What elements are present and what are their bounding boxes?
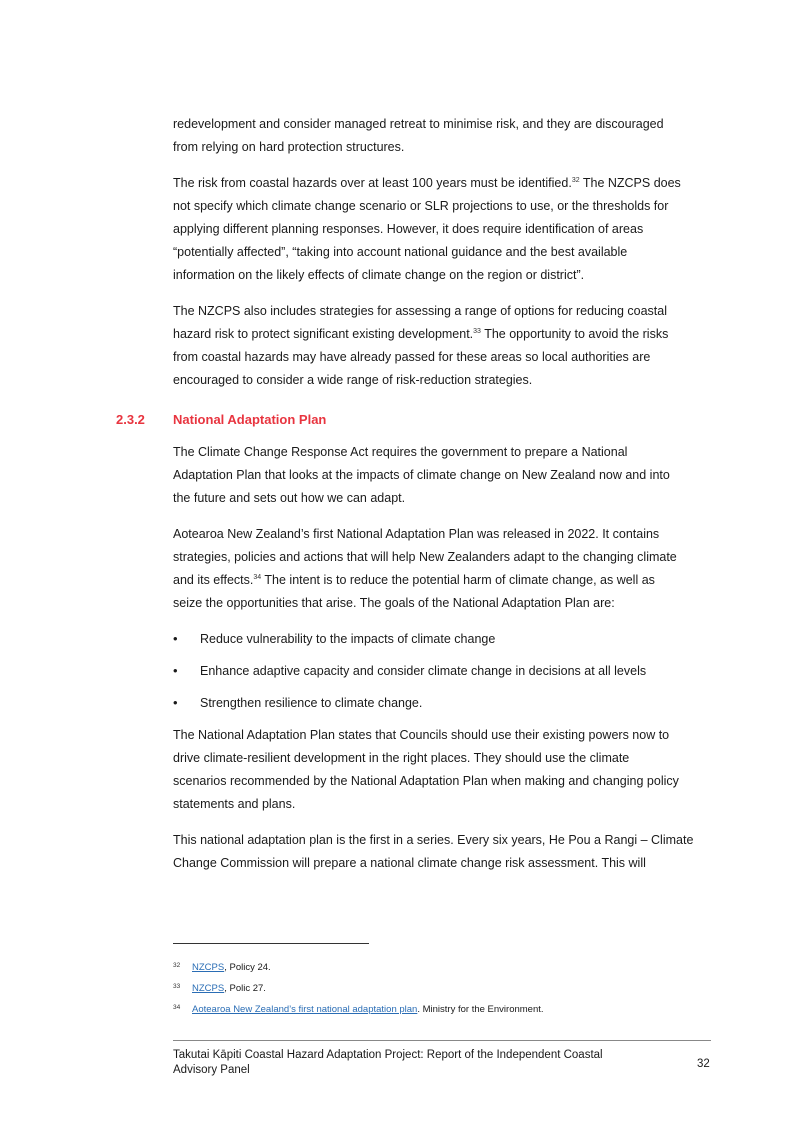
text-line: “potentially affected”, “taking into account national guidance and the best available xyxy=(173,245,628,259)
footer-title-line: Takutai Kāpiti Coastal Hazard Adaptation Project: Report of the Independent Coastal xyxy=(173,1049,603,1061)
text-line: The NZCPS also includes strategies for assessing a range of options for reducing coastal xyxy=(173,304,668,318)
text-line: strategies, policies and actions that will help New Zealanders adapt to the changing climate xyxy=(173,550,677,564)
text-line: encouraged to consider a wide range of risk-reduction strategies. xyxy=(173,373,533,387)
footnote-link[interactable]: Aotearoa New Zealand’s first national adaptation plan xyxy=(192,1004,418,1015)
text-line xyxy=(173,326,668,342)
text-line: from relying on hard protection structures. xyxy=(173,140,405,154)
footnote-ref[interactable]: 32 xyxy=(571,177,580,184)
text-line: statements and plans. xyxy=(173,797,296,811)
text-line: redevelopment and consider managed retreat to minimise risk, and they are discouraged xyxy=(173,117,664,131)
footer-title-line: Advisory Panel xyxy=(173,1064,250,1076)
bullet-icon: • xyxy=(173,663,178,678)
bullet-icon: • xyxy=(173,695,178,710)
text-span: The opportunity to avoid the risks xyxy=(480,327,669,341)
list-item: Enhance adaptive capacity and consider climate change in decisions at all levels xyxy=(200,664,647,678)
text-span: hazard risk to protect significant existing development. xyxy=(173,327,474,341)
text-line: Change Commission will prepare a national climate change risk assessment. This will xyxy=(173,856,646,870)
text-line xyxy=(173,572,655,588)
footnote-divider xyxy=(173,943,369,944)
footnote-text: , Policy 24. xyxy=(224,962,271,973)
text-span: and its effects. xyxy=(173,573,254,587)
text-line: from coastal hazards may have already passed for these areas so local authorities are xyxy=(173,350,651,364)
text-line: not specify which climate change scenario or SLR projections to use, or the thresholds for xyxy=(173,199,669,213)
list-item: Reduce vulnerability to the impacts of climate change xyxy=(200,632,496,646)
text-line: drive climate-resilient development in the right places. They should use the climate xyxy=(173,751,630,765)
page-number: 32 xyxy=(697,1058,710,1070)
text-line: information on the likely effects of climate change on the region or district”. xyxy=(173,268,585,282)
footnote-text: . Ministry for the Environment. xyxy=(417,1004,544,1015)
footnote-link[interactable]: NZCPS xyxy=(192,983,225,994)
text-line: scenarios recommended by the National Adaptation Plan when making and changing policy xyxy=(173,774,679,788)
text-line: seize the opportunities that arise. The goals of the National Adaptation Plan are: xyxy=(173,596,615,610)
footnote-number: 34 xyxy=(173,1004,181,1011)
text-line: This national adaptation plan is the first in a series. Every six years, He Pou a Rangi – Climate xyxy=(173,833,694,847)
text-span: The intent is to reduce the potential harm of climate change, as well as xyxy=(261,573,655,587)
section-title: National Adaptation Plan xyxy=(173,412,327,427)
text-line: applying different planning responses. However, it does require identification of areas xyxy=(173,222,644,236)
text-line: The National Adaptation Plan states that Councils should use their existing powers now to xyxy=(173,728,670,742)
text-line: The Climate Change Response Act requires the government to prepare a National xyxy=(173,445,628,459)
list-item: Strengthen resilience to climate change. xyxy=(200,696,423,710)
text-line: Aotearoa New Zealand’s first National Adaptation Plan was released in 2022. It contains xyxy=(173,527,660,541)
footnote-number: 32 xyxy=(173,962,181,969)
footnote-link[interactable]: NZCPS xyxy=(192,962,225,973)
footnote-number: 33 xyxy=(173,983,181,990)
text-span: The NZCPS does xyxy=(579,176,681,190)
footer-divider xyxy=(173,1040,711,1041)
footnote-text: , Polic 27. xyxy=(224,983,266,994)
text-line: Adaptation Plan that looks at the impacts of climate change on New Zealand now and into xyxy=(173,468,670,482)
text-line: the future and sets out how we can adapt. xyxy=(173,491,406,505)
bullet-icon: • xyxy=(173,631,178,646)
text-span: The risk from coastal hazards over at least 100 years must be identified. xyxy=(173,176,572,190)
section-number: 2.3.2 xyxy=(116,412,145,427)
footnote-ref[interactable]: 33 xyxy=(473,328,481,335)
text-line xyxy=(173,175,681,191)
footnote-ref[interactable]: 34 xyxy=(253,574,262,581)
